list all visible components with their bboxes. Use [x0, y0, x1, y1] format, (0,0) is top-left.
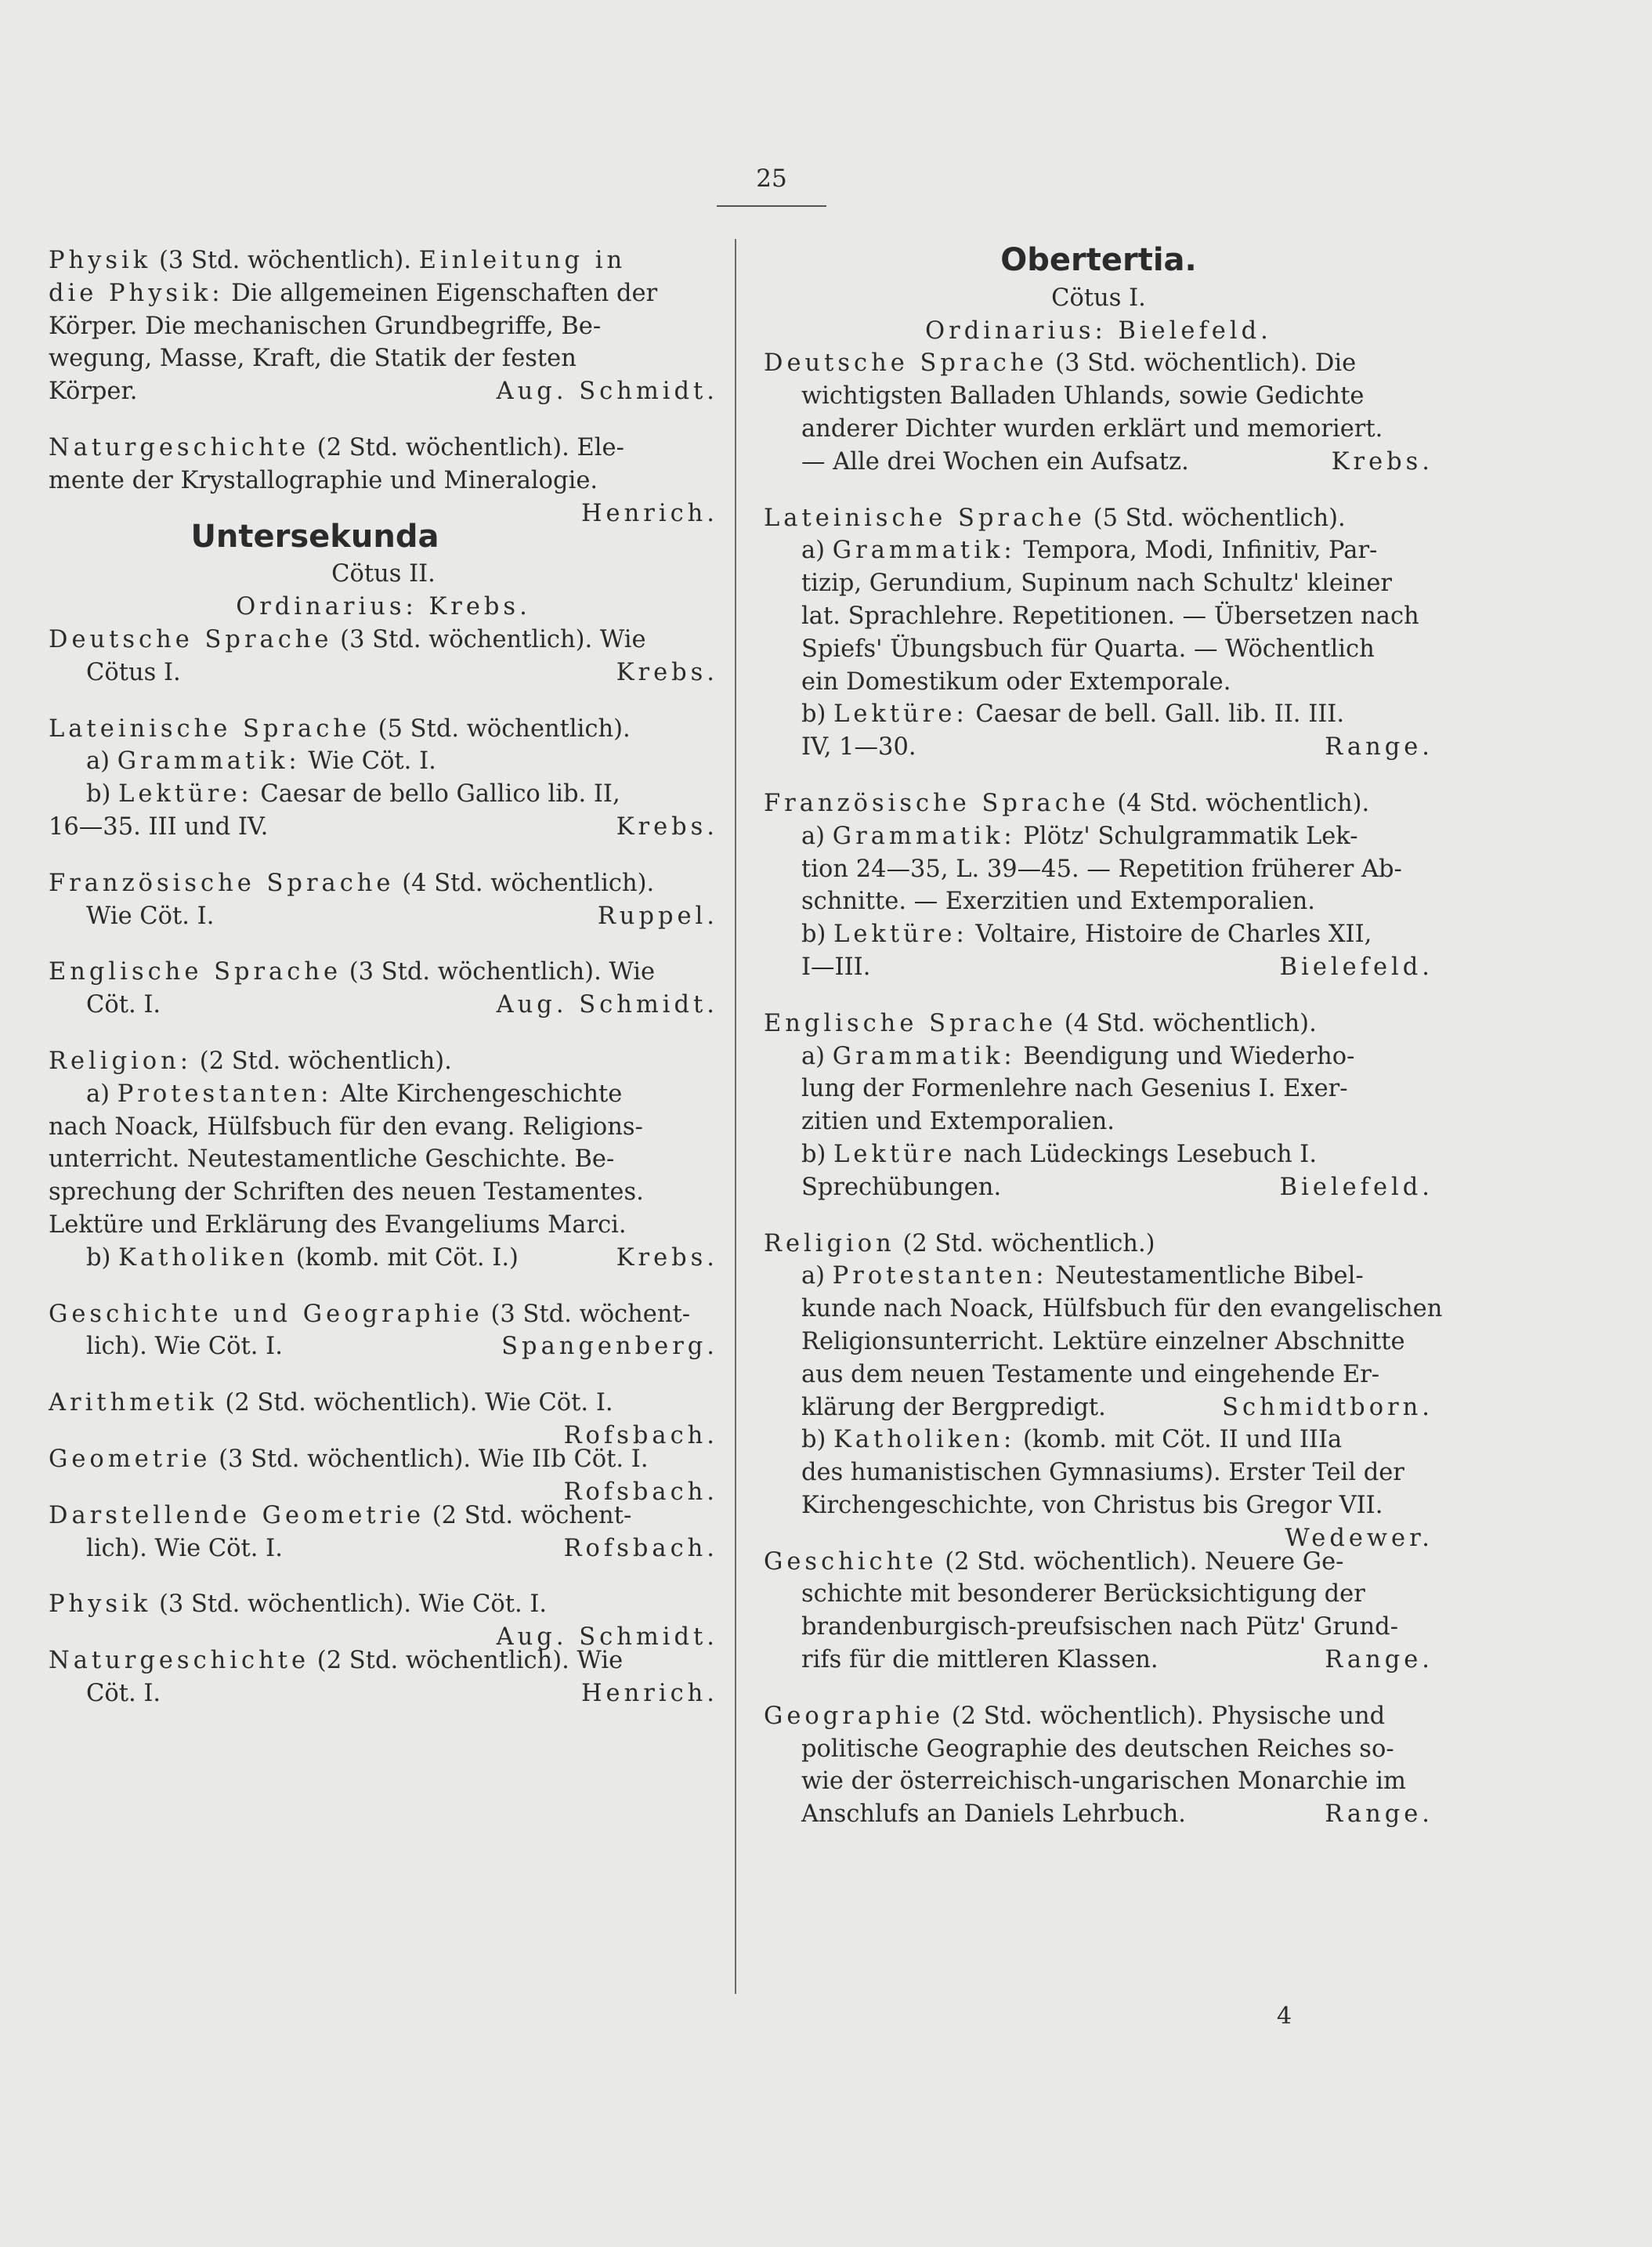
teacher-name: Krebs. — [616, 658, 718, 686]
physik-intro-entry: Physik (3 Std. wöchentlich). Einleitung in die Physik: Die allgemeinen Eigenschaften der Körper. Die mechanischen Grundbegriffe, Be- wegung, Masse, Kraft, die Statik der festen Körper. Aug. Schmidt. — [49, 244, 718, 408]
subject-title: Arithmetik — [49, 1389, 218, 1417]
subject-title: Naturgeschichte — [49, 1647, 310, 1675]
franzoesisch-entry: Französische Sprache (4 Std. wöchentlich). Wie Cöt. I. Ruppel. — [49, 867, 718, 933]
left-column — [49, 244, 718, 1734]
column-divider — [735, 239, 736, 1994]
section-heading: Obertertia. — [1000, 242, 1197, 278]
subject-title: Deutsche Sprache — [764, 349, 1048, 378]
subject-title: Physik — [49, 247, 152, 274]
teacher-name: Ruppel. — [597, 902, 718, 930]
geschichte-entry: Geschichte (2 Std. wöchentlich). Neuere Ge- schichte mit besonderer Berücksichtigung der brandenburgisch-preufsischen nach Pütz' Grund- rifs für die mittleren Klassen. Range. — [764, 1546, 1433, 1677]
teacher-name: Aug. Schmidt. — [496, 991, 718, 1019]
section-heading: Untersekunda — [190, 518, 439, 555]
teacher-name: Krebs. — [1331, 447, 1433, 476]
subject-title: Physik — [49, 1590, 152, 1619]
deutsch-entry: Deutsche Sprache (3 Std. wöchentlich). Die wichtigsten Balladen Uhlands, sowie Gedichte anderer Dichter wurden erklärt und memoriert. — Alle drei Wochen ein Aufsatz. Krebs. — [764, 347, 1433, 478]
subject-title: Religion — [764, 1229, 895, 1257]
subject-title: Französische Sprache — [49, 869, 395, 897]
subject-title: Englische Sprache — [49, 958, 342, 986]
subject-title: Französische Sprache — [764, 789, 1110, 817]
teacher-name: Krebs. — [616, 1243, 718, 1272]
subject-title: Geometrie — [49, 1445, 211, 1473]
page-number: 25 — [756, 165, 787, 193]
teacher-name: Range. — [1325, 1800, 1433, 1829]
teacher-name: Krebs. — [616, 812, 718, 841]
latein-entry: Lateinische Sprache (5 Std. wöchentlich). a) Grammatik: Tempora, Modi, Infinitiv, Par- tizip, Gerundium, Supinum nach Schultz' kleiner lat. Sprachlehre. Repetitionen. — Übersetzen nach Spiefs' Übungsbuch für Quarta. — Wöchentlich ein Domestikum oder Extemporale. b) Lektüre: Caesar de bell. Gall. lib. II. III. IV, 1—30. Range. — [764, 502, 1433, 764]
deutsch-entry: Deutsche Sprache (3 Std. wöchentlich). Wie Cötus I. Krebs. — [49, 624, 718, 689]
teacher-name: Schmidtborn. — [1222, 1393, 1433, 1421]
ordinarius-label: Ordinarius: Krebs. — [236, 593, 531, 621]
englisch-entry: Englische Sprache (3 Std. wöchentlich). Wie Cöt. I. Aug. Schmidt. — [49, 956, 718, 1022]
ordinarius-label: Ordinarius: Bielefeld. — [925, 317, 1272, 345]
subject-title: Geschichte und Geographie — [49, 1300, 483, 1328]
geometrie-entry: Geometrie (3 Std. wöchentlich). Wie IIb Cöt. I. Rofsbach. — [49, 1443, 718, 1476]
teacher-name: Aug. Schmidt. — [496, 378, 718, 406]
subject-title: Geschichte — [764, 1547, 938, 1576]
coetus-label: Cötus I. — [1051, 284, 1146, 312]
arithmetik-entry: Arithmetik (2 Std. wöchentlich). Wie Cöt. I. Rofsbach. — [49, 1387, 718, 1420]
teacher-name: Henrich. — [580, 1679, 718, 1707]
franzoesisch-entry: Französische Sprache (4 Std. wöchentlich). a) Grammatik: Plötz' Schulgrammatik Lek- tion 24—35, L. 39—45. — Repetition früherer Ab- schnitte. — Exerzitien und Extemporalien. b) Lektüre: Voltaire, Histoire de Charles XII, I—III. Bielefeld. — [764, 787, 1433, 984]
subject-title: Lateinische Sprache — [764, 504, 1086, 532]
teacher-name: Rofsbach. — [563, 1478, 718, 1506]
geographie-entry: Geographie (2 Std. wöchentlich). Physische und politische Geographie des deutschen Reiches so- wie der österreichisch-ungarischen Monarchie im Anschlufs an Daniels Lehrbuch. Range. — [764, 1700, 1433, 1831]
teacher-name: Henrich. — [580, 499, 718, 527]
teacher-name: Range. — [1325, 733, 1433, 762]
physik-entry: Physik (3 Std. wöchentlich). Wie Cöt. I. Aug. Schmidt. — [49, 1588, 718, 1621]
religion-entry: Religion (2 Std. wöchentlich.) a) Protestanten: Neutestamentliche Bibel- kunde nach Noack, Hülfsbuch für den evangelischen Religionsunterricht. Lektüre einzelner Abschnitte aus dem neuen Testamente und eingehende Er- klärung der Bergpredigt. Schmidtborn. b) Katholiken: (komb. mit Cöt. II und IIIa des humanistischen Gymnasiums). Erster Teil der Kirchengeschichte, von Christus bis Gregor VII. Wedewer. — [764, 1228, 1433, 1522]
right-column — [764, 242, 1443, 1854]
englisch-entry: Englische Sprache (4 Std. wöchentlich). a) Grammatik: Beendigung und Wiederho- lung der Formenlehre nach Gesenius I. Exer- zitien und Extemporalien. b) Lektüre nach Lüdeckings Lesebuch I. Sprechübungen. Bielefeld. — [764, 1008, 1433, 1204]
teacher-name: Bielefeld. — [1279, 1173, 1433, 1201]
teacher-name: Wedewer. — [1285, 1524, 1433, 1552]
teacher-name: Rofsbach. — [563, 1534, 718, 1562]
subject-title: Religion: — [49, 1047, 193, 1075]
latein-entry: Lateinische Sprache (5 Std. wöchentlich). a) Grammatik: Wie Cöt. I. b) Lektüre: Caesar de bello Gallico lib. II, 16—35. III und IV. Krebs. — [49, 713, 718, 844]
sheet-signature: 4 — [1277, 2003, 1292, 2030]
subject-title: Naturgeschichte — [49, 433, 310, 461]
subject-title: Geographie — [764, 1702, 945, 1730]
naturgeschichte-intro-entry: Naturgeschichte (2 Std. wöchentlich). Ele- mente der Krystallographie und Mineralogie. Henrich. — [49, 432, 718, 498]
subject-title: Lateinische Sprache — [49, 715, 371, 743]
religion-entry: Religion: (2 Std. wöchentlich). a) Protestanten: Alte Kirchengeschichte nach Noack, Hülfsbuch für den evang. Religions- unterricht. Neutestamentliche Geschichte. Be- sprechung der Schriften des neuen Testamentes. Lektüre und Erklärung des Evangeliums Marci. Krebs. b) Katholiken (komb. mit Cöt. I.) — [49, 1045, 718, 1275]
subject-title: Englische Sprache — [764, 1009, 1057, 1037]
teacher-name: Rofsbach. — [563, 1421, 718, 1449]
geschichte-entry: Geschichte und Geographie (3 Std. wöchent- lich). Wie Cöt. I. Spangenberg. — [49, 1298, 718, 1364]
teacher-name: Spangenberg. — [501, 1333, 718, 1361]
teacher-name: Aug. Schmidt. — [496, 1623, 718, 1652]
teacher-name: Bielefeld. — [1279, 953, 1433, 981]
subject-title: Deutsche Sprache — [49, 625, 333, 653]
darstellende-geometrie-entry: Darstellende Geometrie (2 Std. wöchent- lich). Wie Cöt. I. Rofsbach. — [49, 1500, 718, 1565]
coetus-label: Cötus II. — [331, 560, 436, 588]
page-number-rule — [717, 205, 826, 207]
naturgeschichte-entry: Naturgeschichte (2 Std. wöchentlich). Wie Cöt. I. Henrich. — [49, 1645, 718, 1710]
subject-title: Darstellende Geometrie — [49, 1501, 425, 1529]
teacher-name: Range. — [1325, 1646, 1433, 1674]
